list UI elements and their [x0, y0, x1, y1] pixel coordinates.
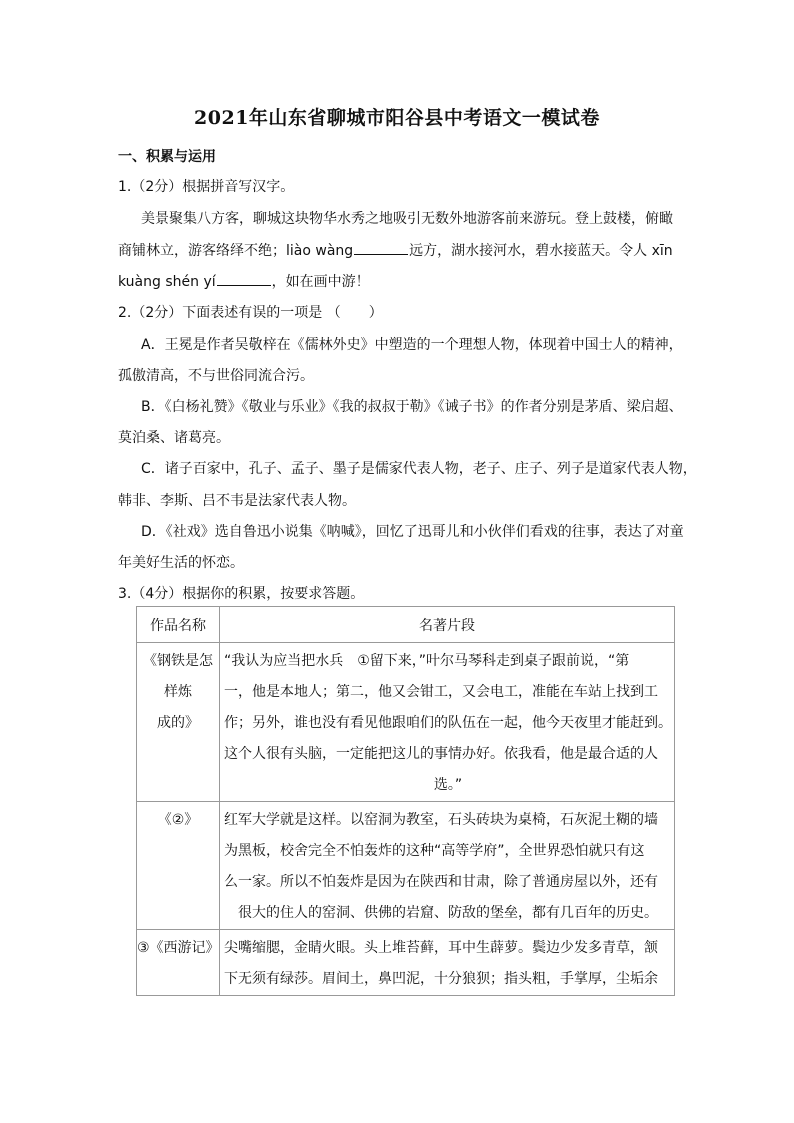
work-name-cell: [137, 802, 219, 836]
excerpt-line: 很大的住人的窑洞、供佛的岩窟、防敌的堡垒，都有几百年的历史。: [238, 905, 658, 921]
excerpt-line: 下无须有绿莎。眉间土，鼻凹泥，十分狼狈；指头粗，手掌厚，尘垢余: [224, 971, 658, 987]
option-c-line-1: C．诸子百家中，孔子、孟子、墨子是儒家代表人物，老子、庄子、列子是道家代表人物，: [141, 461, 697, 477]
question-1-line-2: [118, 240, 673, 260]
question-1-line-2-text-a: 商铺林立，游客络绎不绝；liào wàng: [118, 243, 354, 259]
excerpt-line: 一，他是本地人；第二，他又会钳工，又会电工，准能在车站上找到工: [224, 684, 658, 700]
question-1-line-3-text-b: ，如在画中游！: [271, 274, 370, 290]
header-excerpt: 名著片段: [220, 607, 675, 643]
option-d-line-2: 年美好生活的怀恋。: [118, 555, 244, 571]
question-1-line-1: 美景聚集八方客，聊城这块物华水秀之地吸引无数外地游客前来游玩。登上鼓楼，俯瞰: [141, 211, 673, 227]
option-d-line-1: D．《社戏》选自鲁迅小说集《呐喊》，回忆了迅哥儿和小伙伴们看戏的往事，表达了对童: [141, 524, 684, 540]
excerpt-line: 这个人很有头脑，一定能把这儿的事情办好。依我看，他是最合适的人: [224, 746, 658, 762]
work-name-line: 《钢铁是怎样炼: [143, 653, 213, 700]
section-heading: 一、积累与运用: [118, 149, 216, 165]
question-2-stem: 2.（2分）下面表述有误的一项是 （ ）: [118, 305, 383, 321]
option-b-line-2: 莫泊桑、诸葛亮。: [118, 430, 230, 446]
question-1-line-3-text-a: kuàng shén yí: [118, 274, 216, 290]
work-name-line: 《②》: [157, 812, 199, 828]
excerpt-line: 红军大学就是这样。以窑洞为教室，石头砖块为桌椅，石灰泥土糊的墙: [224, 812, 658, 828]
excerpt-line: 选。”: [433, 777, 463, 793]
table-row: [137, 802, 675, 930]
excerpt-cell: [220, 930, 674, 995]
header-work-name: 作品名称: [137, 607, 220, 643]
excerpt-line: 尖嘴缩腮，金睛火眼。头上堆苔藓，耳中生薜萝。鬓边少发多青草，颔: [224, 940, 658, 956]
table-row: [137, 643, 675, 802]
answer-blank-xinkuangshenyi[interactable]: [217, 271, 271, 286]
question-1-line-3: [118, 271, 370, 291]
excerpt-line: 么一家。所以不怕轰炸是因为在陕西和甘肃，除了普通房屋以外，还有: [224, 874, 658, 890]
work-name-line: 成的》: [157, 715, 199, 731]
question-3-stem: 3.（4分）根据你的积累，按要求答题。: [118, 586, 365, 602]
excerpt-line: 为黑板，校舍完全不怕轰炸的这种“高等学府”，全世界恐怕就只有这: [224, 843, 645, 859]
table-header-row: [137, 607, 675, 643]
excerpt-cell: [220, 643, 674, 801]
option-a-line-1: A．王冕是作者吴敬梓在《儒林外史》中塑造的一个理想人物，体现着中国士人的精神，: [141, 337, 683, 353]
option-c-line-2: 韩非、李斯、吕不韦是法家代表人物。: [118, 493, 356, 509]
excerpt-line: 作；另外，谁也没有看见他跟咱们的队伍在一起，他今天夜里才能赶到。: [224, 715, 672, 731]
page-title: 2021年山东省聊城市阳谷县中考语文一模试卷: [194, 107, 600, 129]
option-a-line-2: 孤傲清高，不与世俗同流合污。: [118, 368, 314, 384]
option-b-line-1: B．《白杨礼赞》《敬业与乐业》《我的叔叔于勒》《诫子书》的作者分别是茅盾、梁启超、: [141, 399, 683, 415]
question-1-line-2-text-b: 远方，湖水接河水，碧水接蓝天。令人 xīn: [409, 243, 673, 259]
answer-blank-liaowang[interactable]: [354, 240, 408, 255]
work-name-line: ③《西游记》: [137, 940, 220, 956]
work-name-cell: [137, 930, 219, 964]
excerpt-cell: [220, 802, 674, 929]
works-table: [136, 606, 675, 996]
excerpt-line: “我认为应当把水兵 ①留下来，”叶尔马琴科走到桌子跟前说，“第: [224, 653, 630, 669]
question-1-stem: 1.（2分）根据拼音写汉字。: [118, 179, 295, 195]
table-row: [137, 930, 675, 996]
work-name-cell: [137, 643, 219, 739]
